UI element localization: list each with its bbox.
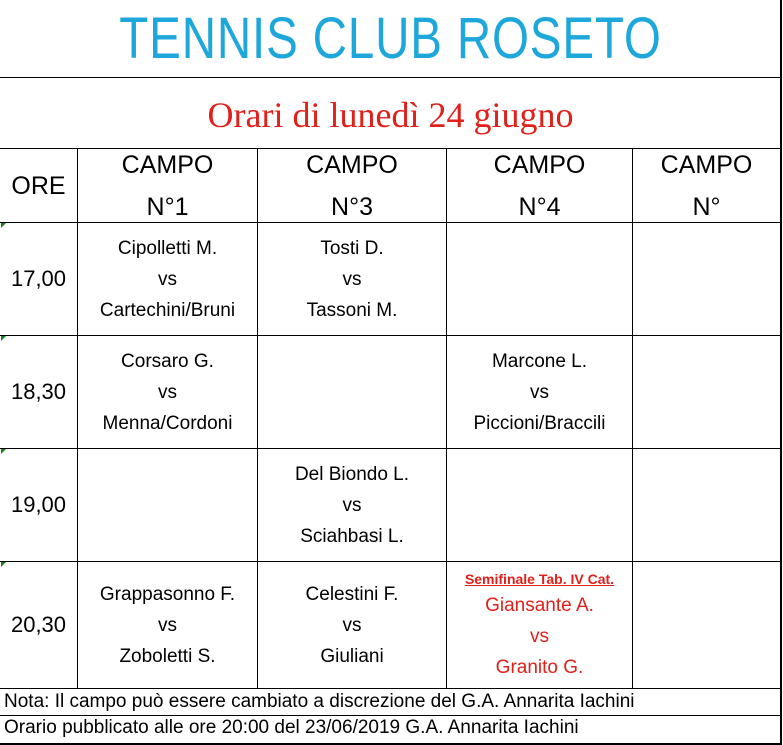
club-title: TENNIS CLUB ROSETO: [119, 6, 662, 71]
header-campo-blank: CAMPO N°: [660, 150, 753, 221]
time-cell: 20,30: [10, 612, 67, 637]
match-cell: Marcone L. vs Piccioni/Braccili: [473, 350, 606, 434]
divider: [632, 148, 633, 688]
semifinal-match-cell: Semifinale Tab. IV Cat. Giansante A. vs Granito G.: [447, 562, 632, 688]
match-cell: Corsaro G. vs Menna/Cordoni: [102, 350, 233, 434]
footer-published: Orario pubblicato alle ore 20:00 del 23/06/2019 G.A. Annarita Iachini: [4, 717, 579, 738]
match-cell: Del Biondo L. vs Sciahbasi L.: [294, 463, 410, 547]
schedule-date-title: Orari di lunedì 24 giugno: [207, 95, 574, 135]
time-cell: 19,00: [10, 492, 67, 517]
match-cell: Cipolletti M. vs Cartechini/Bruni: [99, 237, 236, 321]
match-cell: Grappasonno F. vs Zoboletti S.: [99, 583, 236, 667]
semifinal-label: Semifinale Tab. IV Cat.: [464, 570, 615, 587]
header-ore: ORE: [11, 171, 66, 200]
header-campo-3: CAMPO N°3: [306, 150, 398, 221]
time-cell: 17,00: [10, 266, 67, 291]
header-campo-1: CAMPO N°1: [121, 150, 214, 221]
match-cell: Celestini F. vs Giuliani: [305, 583, 399, 667]
footer-note: Nota: Il campo può essere cambiato a discrezione del G.A. Annarita Iachini: [4, 691, 635, 712]
time-cell: 18,30: [10, 379, 67, 404]
header-campo-4: CAMPO N°4: [493, 150, 586, 221]
match-cell: Tosti D. vs Tassoni M.: [306, 237, 398, 321]
